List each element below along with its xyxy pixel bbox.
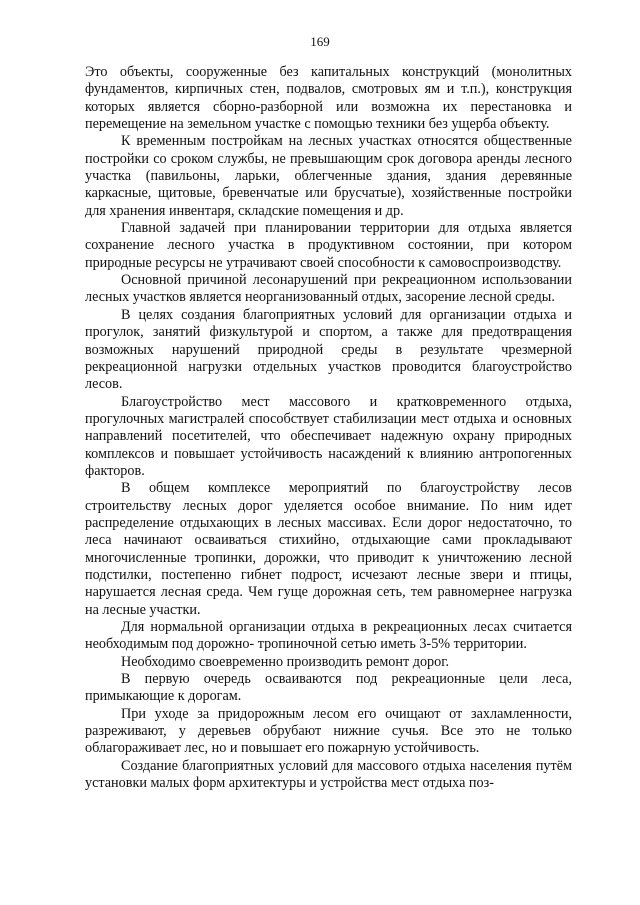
text-body — [85, 64, 572, 792]
paragraph: Для нормальной организации отдыха в рекреационных лесах считается необходимым под дорожно- тропиночной сетью иметь 3-5% территории. — [85, 619, 572, 653]
paragraph: Это объекты, сооруженные без капитальных конструкций (монолитных фундаментов, кирпичных стен, подвалов, смотровых ям и т.п.), конструкция которых является сборно-разборной или возможна их перестановка и перемещение на земельном участке с помощью техники без ущерба объекту. — [85, 64, 572, 133]
paragraph: Необходимо своевременно производить ремонт дорог. — [121, 653, 449, 670]
paragraph: В общем комплексе мероприятий по благоустройству лесов строительству лесных дорог уделяется особое внимание. По ним идет распределение отдыхающих в лесных массивах. Если дорог недостаточно, то леса начинают осваиваться стихийно, отдыхающие сами прокладывают многочисленные тропинки, дорожки, что приводит к уничтожению лесной подстилки, постепенно гибнет подрост, исчезают лесные звери и птицы, нарушается лесная среда. Чем гуще дорожная сеть, тем равномернее нагрузка на лесные участки. — [85, 480, 572, 618]
paragraph: Создание благоприятных условий для массового отдыха населения путём установки малых форм архитектуры и устройства мест отдыха поз- — [85, 757, 572, 792]
page-number: 169 — [310, 34, 330, 49]
paragraph: Основной причиной лесонарушений при рекреационном использовании лесных участков является неорганизованный отдых, засорение лесной среды. — [85, 272, 572, 306]
paragraph: Благоустройство мест массового и кратковременного отдыха, прогулочных магистралей способствует стабилизации мест отдыха и основных направлений посетителей, что обеспечивает надежную охрану природных комплексов и повышает устойчивость насаждений к влиянию антропогенных факторов. — [85, 393, 572, 479]
paragraph: Главной задачей при планировании территории для отдыха является сохранение лесного участка в продуктивном состоянии, при котором природные ресурсы не утрачивают своей способности к самовоспроизводству. — [85, 220, 572, 271]
paragraph: В первую очередь осваиваются под рекреационные цели леса, примыкающие к дорогам. — [85, 671, 572, 705]
paragraph: К временным постройкам на лесных участках относятся общественные постройки со сроком службы, не превышающим срок договора аренды лесного участка (павильоны, ларьки, облегченные здания, здания деревянные каркасные, щитовые, бревенчатые или брусчатые), хозяйственные постройки для хранения инвентаря, складские помещения и др. — [85, 133, 572, 219]
paragraph: При уходе за придорожным лесом его очищают от захламленности, разреживают, у деревьев обрубают нижние сучья. Все это не только облагораживает лес, но и повышает его пожарную устойчивость. — [85, 705, 572, 757]
paragraph: В целях создания благоприятных условий для организации отдыха и прогулок, занятий физкультурой и спортом, а также для предотвращения возможных нарушений природной среды в результате чрезмерной рекреационной нагрузки отдельных участков проводится благоустройство лесов. — [85, 306, 572, 393]
